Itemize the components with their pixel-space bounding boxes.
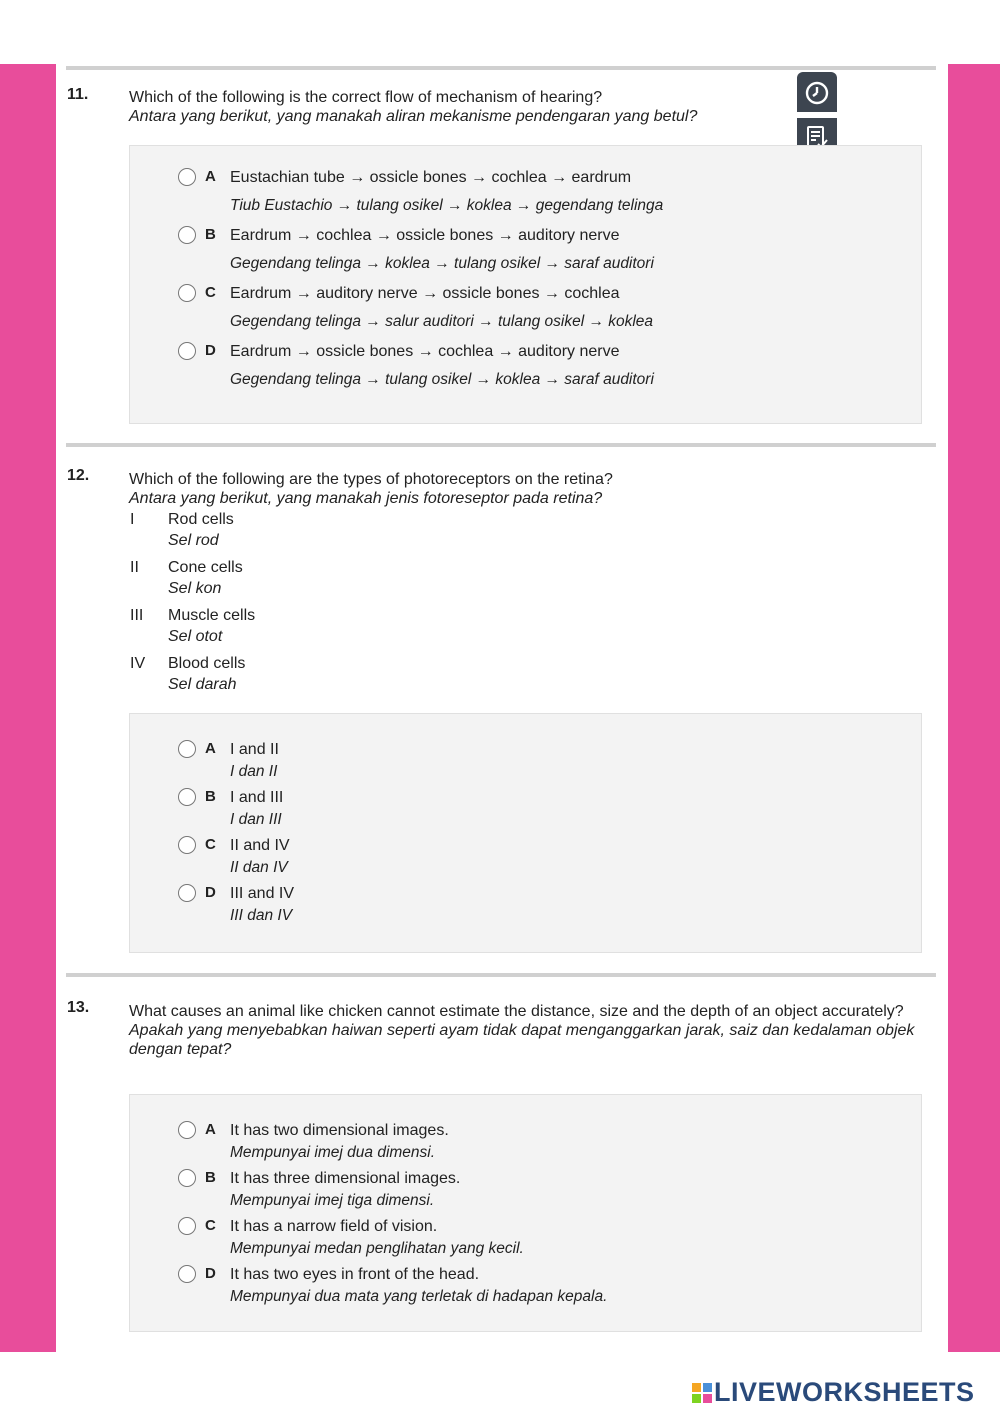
right-sidebar-bar (948, 64, 1000, 1352)
option-letter: A (205, 1121, 216, 1138)
option-text-ms: Gegendang telinga → tulang osikel → koklea → saraf auditori (230, 371, 654, 388)
option-text-en: II and IV (230, 837, 290, 854)
left-sidebar-bar (0, 64, 56, 1352)
question-number: 12. (67, 467, 90, 484)
option-letter: D (205, 1265, 216, 1282)
option-text-ms: I dan II (230, 763, 278, 780)
option-text-ms: Gegendang telinga → koklea → tulang osikel → saraf auditori (230, 255, 654, 272)
logo-text: LIVEWORKSHEETS (714, 1377, 975, 1407)
radio-button[interactable] (178, 836, 196, 854)
radio-button[interactable] (178, 1121, 196, 1139)
liveworksheets-logo (692, 1377, 975, 1408)
statement-text-ms: Sel kon (168, 580, 222, 597)
option-letter: D (205, 342, 216, 359)
separator (66, 66, 936, 70)
question-text-ms: Antara yang berikut, yang manakah aliran mekanisme pendengaran yang betul? (129, 108, 698, 125)
option-letter: A (205, 740, 216, 757)
option-text-en: It has two dimensional images. (230, 1122, 449, 1139)
option-text-ms: Mempunyai medan penglihatan yang kecil. (230, 1240, 524, 1257)
statement-text-en: Rod cells (168, 511, 234, 528)
radio-button[interactable] (178, 788, 196, 806)
option-text-en: It has two eyes in front of the head. (230, 1266, 480, 1283)
option-text-ms: III dan IV (230, 907, 293, 924)
option-text-ms: Gegendang telinga → salur auditori → tulang osikel → koklea (230, 313, 654, 330)
option-text-ms: Tiub Eustachio → tulang osikel → koklea → gegendang telinga (230, 197, 664, 214)
radio-button[interactable] (178, 1265, 196, 1283)
question-text-ms: Apakah yang menyebabkan haiwan seperti ayam tidak dapat menganggarkan jarak, saiz dan kedalaman objek dengan tepat? (129, 1022, 915, 1058)
option-text-en: Eardrum → ossicle bones → cochlea → auditory nerve (230, 343, 620, 360)
separator (66, 443, 936, 447)
question-text-ms: Antara yang berikut, yang manakah jenis fotoreseptor pada retina? (129, 490, 603, 507)
question-text-en: What causes an animal like chicken cannot estimate the distance, size and the depth of an object accurately? (129, 1003, 904, 1020)
option-text-ms: II dan IV (230, 859, 288, 876)
statement-number: IV (130, 655, 146, 672)
option-letter: C (205, 836, 216, 853)
option-letter: A (205, 168, 216, 185)
question-number: 11. (67, 86, 89, 103)
option-text-ms: Mempunyai imej dua dimensi. (230, 1144, 436, 1161)
question-text (129, 470, 934, 508)
option-text-en: Eardrum → cochlea → ossicle bones → auditory nerve (230, 227, 620, 244)
radio-button[interactable] (178, 284, 196, 302)
statement-text-ms: Sel rod (168, 532, 219, 549)
option-text-en: III and IV (230, 885, 295, 902)
statement-number: III (130, 607, 144, 624)
option-text-en: Eardrum → auditory nerve → ossicle bones → cochlea (230, 285, 620, 302)
question-text (129, 88, 934, 126)
radio-button[interactable] (178, 168, 196, 186)
option-text-ms: Mempunyai imej tiga dimensi. (230, 1192, 435, 1209)
statement-text-en: Blood cells (168, 655, 246, 672)
statement-number: I (130, 511, 135, 528)
option-text-ms: I dan III (230, 811, 282, 828)
option-letter: B (205, 1169, 216, 1186)
statement-text-en: Cone cells (168, 559, 243, 576)
option-text-ms: Mempunyai dua mata yang terletak di hadapan kepala. (230, 1288, 608, 1305)
question-text-en: Which of the following is the correct flow of mechanism of hearing? (129, 89, 603, 106)
option-text-en: I and III (230, 789, 284, 806)
radio-button[interactable] (178, 226, 196, 244)
option-letter: B (205, 226, 216, 243)
question-number: 13. (67, 999, 90, 1016)
question-text (129, 1002, 929, 1059)
question-text-en: Which of the following are the types of photoreceptors on the retina? (129, 471, 613, 488)
option-letter: C (205, 284, 216, 301)
option-text-en: It has a narrow field of vision. (230, 1218, 438, 1235)
radio-button[interactable] (178, 1217, 196, 1235)
radio-button[interactable] (178, 1169, 196, 1187)
statement-text-en: Muscle cells (168, 607, 256, 624)
option-letter: B (205, 788, 216, 805)
radio-button[interactable] (178, 342, 196, 360)
logo-grid-icon (692, 1383, 712, 1403)
option-text-en: It has three dimensional images. (230, 1170, 461, 1187)
radio-button[interactable] (178, 884, 196, 902)
option-letter: C (205, 1217, 216, 1234)
option-text-en: Eustachian tube → ossicle bones → cochlea → eardrum (230, 169, 632, 186)
statement-number: II (130, 559, 139, 576)
radio-button[interactable] (178, 740, 196, 758)
option-text-en: I and II (230, 741, 279, 758)
statement-text-ms: Sel otot (168, 628, 223, 645)
option-letter: D (205, 884, 216, 901)
statement-text-ms: Sel darah (168, 676, 237, 693)
separator (66, 973, 936, 977)
